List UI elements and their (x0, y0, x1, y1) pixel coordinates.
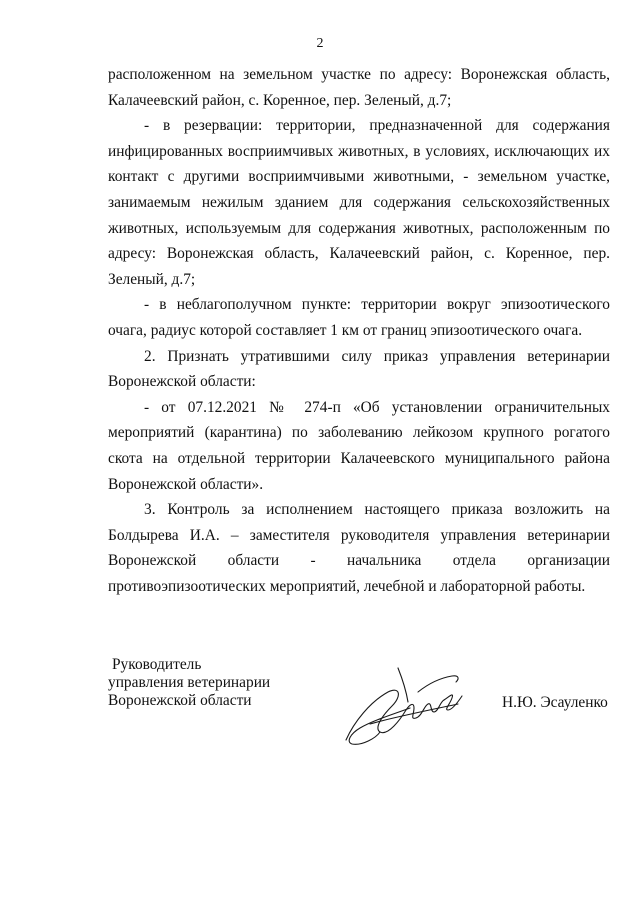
signer-position-line: управления ветеринарии (108, 674, 271, 691)
signer-position-line: Руководитель (112, 656, 202, 673)
signer-position-line: Воронежской области (108, 692, 252, 709)
signature-block (108, 656, 610, 756)
signer-position (108, 656, 328, 710)
document-body (108, 62, 610, 599)
paragraph-item-2: 2. Признать утратившими силу приказ управления ветеринарии Воронежской области: (108, 347, 610, 391)
paragraph-item-3: 3. Контроль за исполнением настоящего приказа возложить на Болдырева И.А. – заместителя руководителя управления ветеринарии Воронежской области - начальника отдела организации противоэпизоотических мероприятий, лечебной и лабораторной работы. (108, 501, 610, 595)
paragraph-repealed-order: - от 07.12.2021 № 274-п «Об установлении ограничительных мероприятий (карантина) по заболеванию лейкозом крупного рогатого скота на отдельной территории Калачеевского муниципального района Воронежской области». (108, 398, 610, 493)
handwritten-signature (340, 662, 470, 752)
paragraph-unfavorable-point: - в неблагополучном пункте: территории вокруг эпизоотического очага, радиус которой составляет 1 км от границ эпизоотического очага. (108, 296, 610, 339)
signer-name: Н.Ю. Эсауленко (502, 694, 608, 711)
paragraph-address-continuation: расположенном на земельном участке по адресу: Воронежская область, Калачеевский район, с. Коренное, пер. Зеленый, д.7; (108, 66, 610, 109)
paragraph-reservation: - в резервации: территории, предназначенной для содержания инфицированных восприимчивых животных, в условиях, исключающих их контакт с другими восприимчивыми животными, - земельном участке, занимаемым нежилым зданием для содержания сельскохозяйственных животных, используемым для содержания животных, расположенным по адресу: Воронежская область, Калачеевский район, с. Коренное, пер. Зеленый, д.7; (108, 117, 610, 288)
page-number: 2 (316, 36, 324, 51)
